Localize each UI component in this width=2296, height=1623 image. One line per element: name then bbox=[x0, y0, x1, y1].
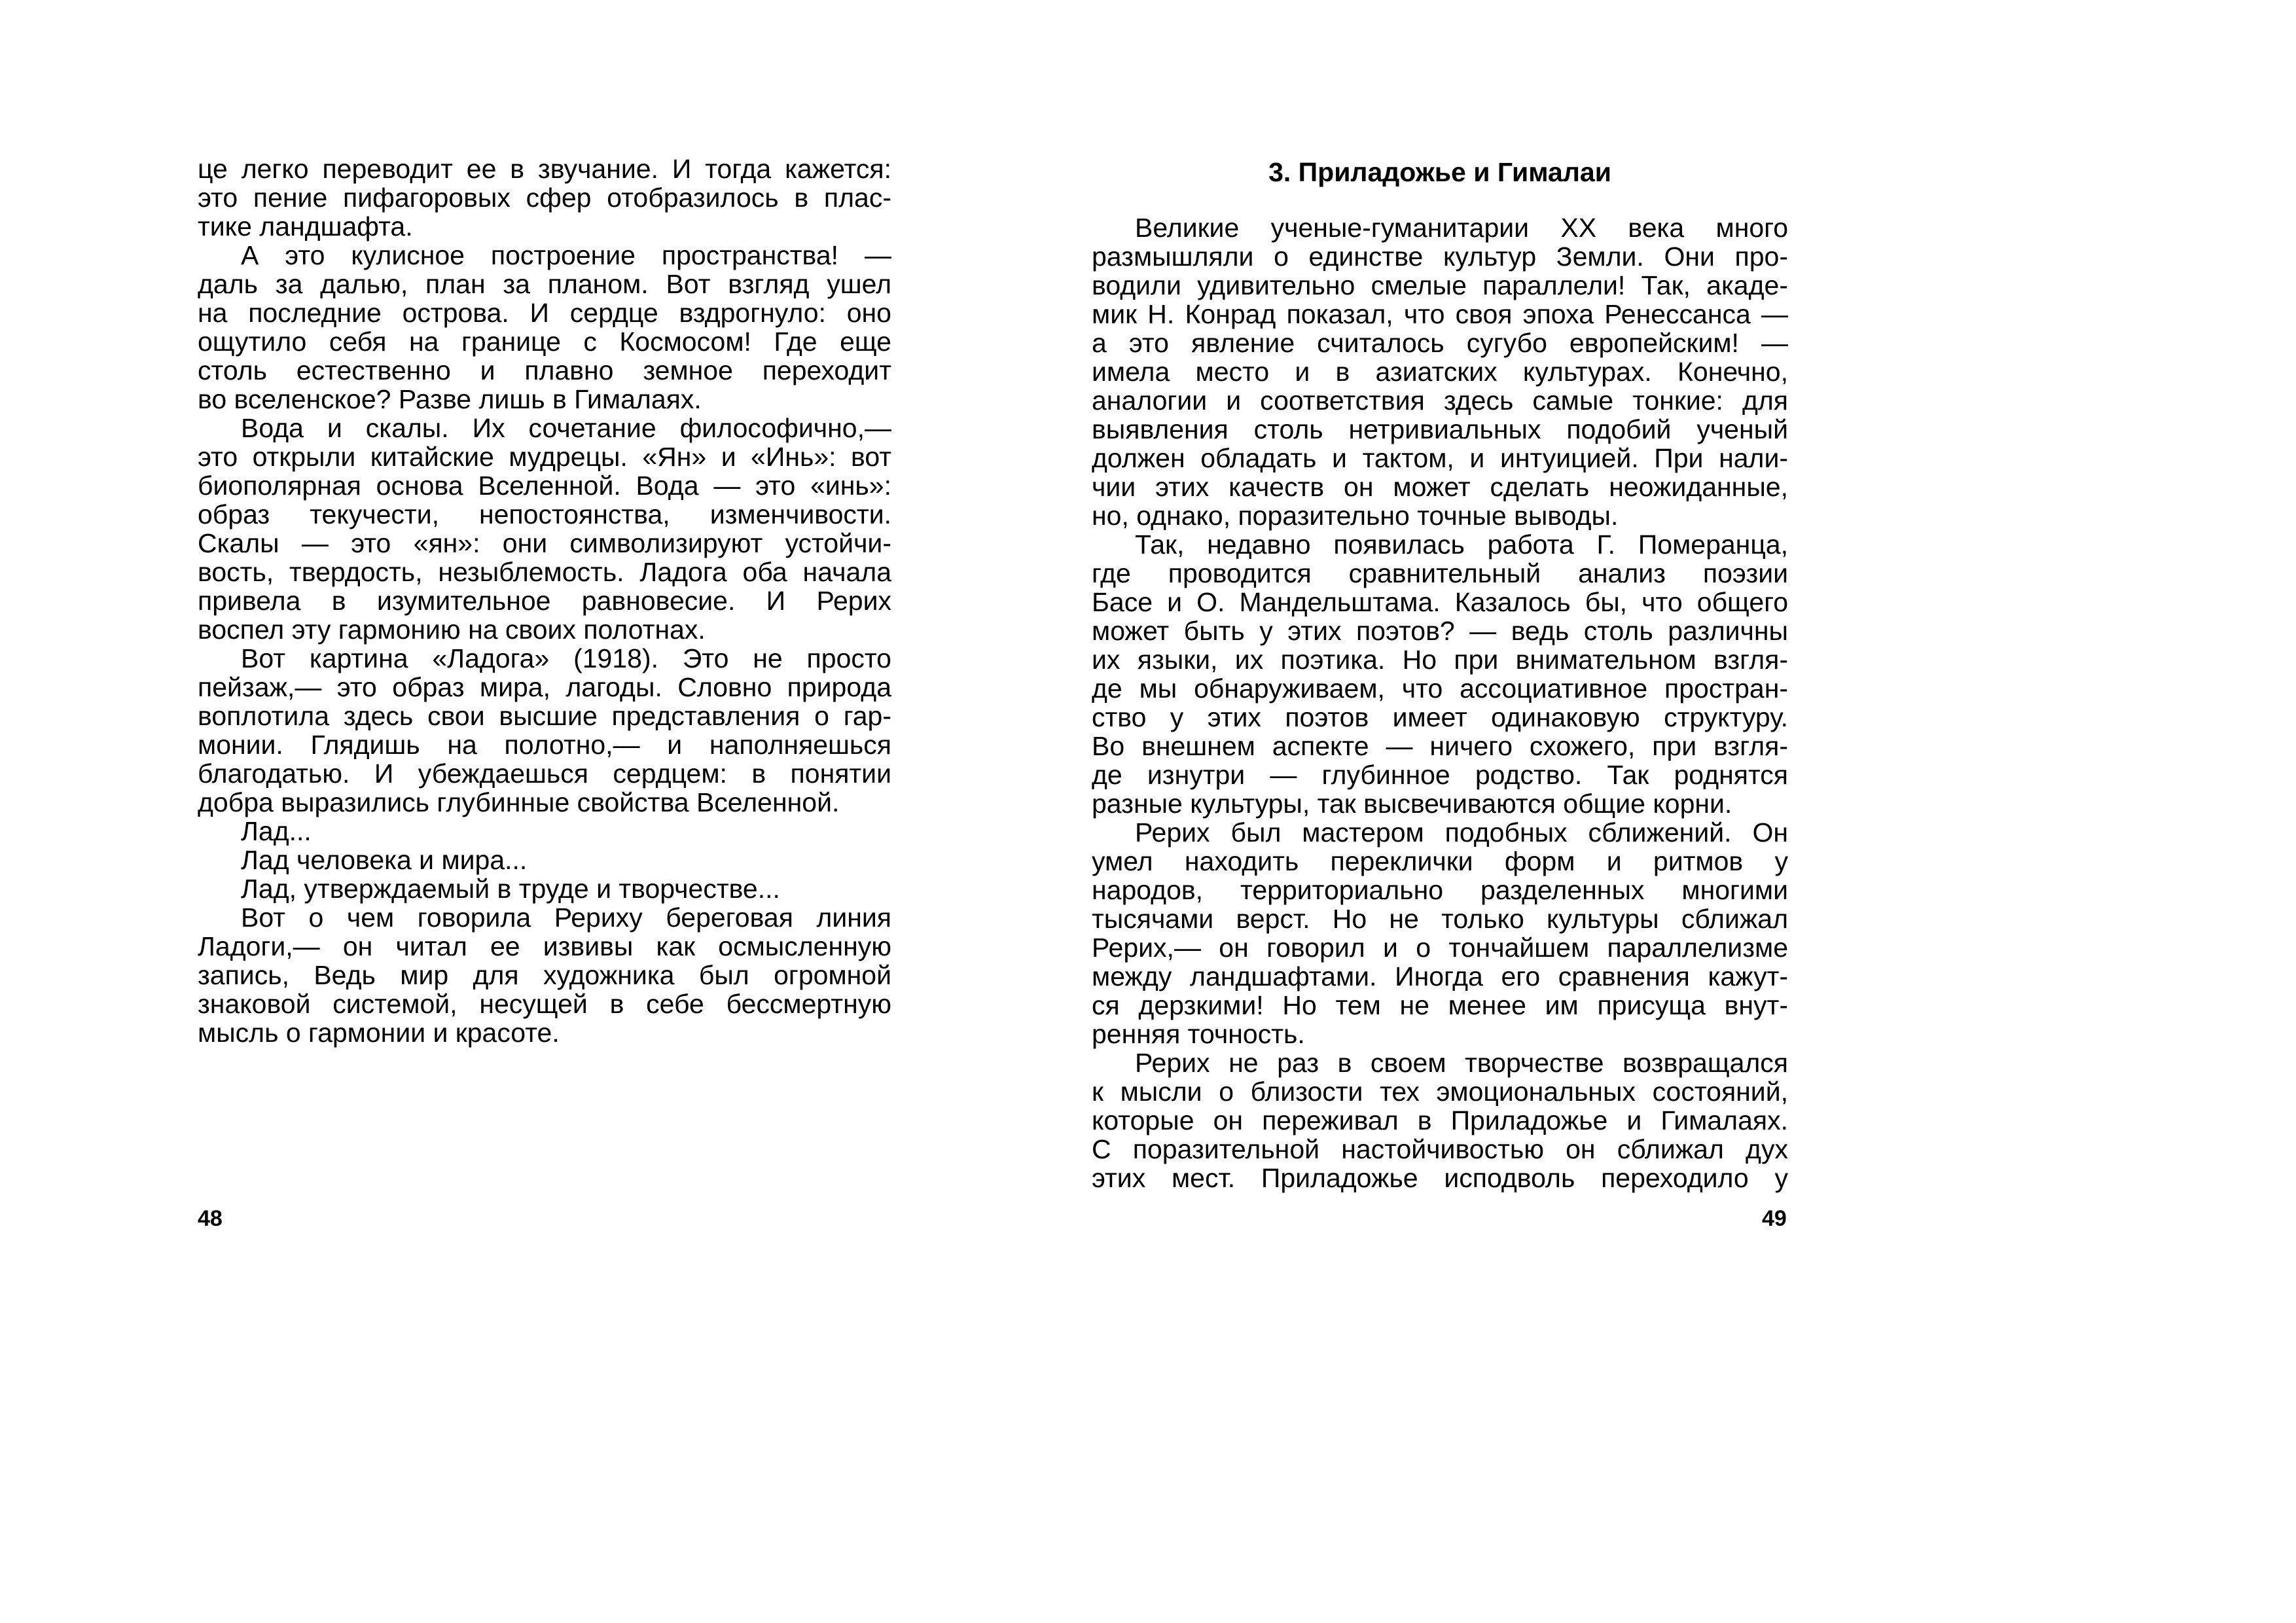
text-line: тике ландшафта. bbox=[198, 211, 413, 241]
text-line: Лад, утверждаемый в труде и творчестве... bbox=[241, 874, 780, 904]
text-line: С поразительной настойчивостью он сближал дух bbox=[1092, 1134, 1788, 1164]
text-line: Так, недавно появилась работа Г. Померанца, bbox=[1135, 529, 1788, 560]
text-line: Рерих был мастером подобных сближений. Он bbox=[1135, 817, 1788, 847]
text-line: чии этих качеств он может сделать неожиданные, bbox=[1092, 472, 1788, 502]
text-line: образ текучести, непостоянства, изменчивости. bbox=[198, 499, 891, 529]
text-line: пейзаж,— это образ мира, лагоды. Словно природа bbox=[198, 672, 891, 702]
text-line: Басе и О. Мандельштама. Казалось бы, что общего bbox=[1092, 587, 1788, 617]
text-line: на последние острова. И сердце вздрогнуло: оно bbox=[198, 298, 891, 328]
chapter-heading: 3. Приладожье и Гималаи bbox=[1268, 157, 1611, 187]
text-line: Во внешнем аспекте — ничего схожего, при взгля- bbox=[1092, 731, 1788, 761]
text-line: де изнутри — глубинное родство. Так роднятся bbox=[1092, 760, 1788, 790]
left-page-text bbox=[198, 154, 891, 1047]
text-line: которые он переживал в Приладожье и Гималаях. bbox=[1092, 1105, 1788, 1135]
text-line: Скалы — это «ян»: они символизируют устойчи- bbox=[198, 528, 891, 558]
text-line: их языки, их поэтика. Но при внимательном взгля- bbox=[1092, 645, 1788, 675]
text-line: мысль о гармонии и красоте. bbox=[198, 1018, 560, 1048]
text-line: ощутило себя на границе с Космосом! Где еще bbox=[198, 327, 891, 357]
text-line: воплотила здесь свои высшие представления о гар- bbox=[198, 701, 891, 731]
page-number-left: 48 bbox=[198, 1206, 223, 1231]
page-number-right: 49 bbox=[1762, 1206, 1787, 1231]
text-line: размышляли о единстве культур Земли. Они про- bbox=[1092, 241, 1788, 272]
text-line: А это кулисное построение пространства! — bbox=[241, 240, 891, 270]
text-line: должен обладать и тактом, и интуицией. При нали- bbox=[1092, 443, 1788, 473]
text-line: монии. Глядишь на полотно,— и наполняешься bbox=[198, 730, 891, 760]
text-line: вость, твердость, незыблемость. Ладога оба начала bbox=[198, 557, 891, 587]
text-line: это пение пифагоровых сфер отобразилось в плас- bbox=[198, 183, 891, 213]
text-line: Вот картина «Ладога» (1918). Это не просто bbox=[241, 643, 891, 673]
text-line: этих мест. Приладожье исподволь переходило у bbox=[1092, 1163, 1788, 1193]
text-line: привела в изумительное равновесие. И Рерих bbox=[198, 586, 891, 616]
text-line: к мысли о близости тех эмоциональных состояний, bbox=[1092, 1077, 1788, 1107]
text-line: мик Н. Конрад показал, что своя эпоха Ренессанса — bbox=[1092, 299, 1788, 329]
text-line: запись, Ведь мир для художника был огромной bbox=[198, 960, 891, 990]
text-line: ся дерзкими! Но тем не менее им присуща внут- bbox=[1092, 990, 1788, 1020]
text-line: ство у этих поэтов имеет одинаковую структуру. bbox=[1092, 702, 1788, 732]
text-line: Ладоги,— он читал ее извивы как осмысленную bbox=[198, 931, 891, 961]
right-page-text bbox=[1092, 213, 1788, 1192]
text-line: добра выразились глубинные свойства Вселенной. bbox=[198, 787, 840, 817]
text-line: между ландшафтами. Иногда его сравнения кажут- bbox=[1092, 961, 1788, 991]
text-line: народов, территориально разделенных многими bbox=[1092, 875, 1788, 905]
text-line: воспел эту гармонию на своих полотнах. bbox=[198, 615, 706, 645]
text-line: но, однако, поразительно точные выводы. bbox=[1092, 501, 1619, 531]
text-line: Рерих не раз в своем творчестве возвращался bbox=[1135, 1048, 1788, 1078]
text-line: знаковой системой, несущей в себе бессмертную bbox=[198, 989, 891, 1019]
text-line: це легко переводит ее в звучание. И тогда кажется: bbox=[198, 154, 891, 184]
text-line: ренняя точность. bbox=[1092, 1019, 1305, 1049]
text-line: столь естественно и плавно земное переходит bbox=[198, 355, 891, 385]
text-line: де мы обнаруживаем, что ассоциативное простран- bbox=[1092, 673, 1788, 704]
text-line: во вселенское? Разве лишь в Гималаях. bbox=[198, 384, 702, 414]
text-line: аналогии и соответствия здесь самые тонкие: для bbox=[1092, 385, 1788, 416]
text-line: тысячами верст. Но не только культуры сближал bbox=[1092, 904, 1788, 934]
text-line: может быть у этих поэтов? — ведь столь различны bbox=[1092, 616, 1788, 646]
text-line: выявления столь нетривиальных подобий ученый bbox=[1092, 414, 1788, 444]
text-line: водили удивительно смелые параллели! Так, акаде- bbox=[1092, 270, 1788, 300]
text-line: умел находить переклички форм и ритмов у bbox=[1092, 846, 1788, 876]
text-line: Великие ученые-гуманитарии XX века много bbox=[1135, 213, 1788, 243]
text-line: Лад человека и мира... bbox=[241, 845, 528, 875]
text-line: а это явление считалось сугубо европейским! — bbox=[1092, 328, 1788, 358]
text-line: даль за далью, план за планом. Вот взгляд ушел bbox=[198, 269, 891, 299]
text-line: Рерих,— он говорил и о тончайшем параллелизме bbox=[1092, 933, 1788, 963]
text-line: это открыли китайские мудрецы. «Ян» и «Инь»: вот bbox=[198, 442, 891, 472]
text-line: Вот о чем говорила Рериху береговая линия bbox=[241, 902, 891, 933]
text-line: где проводится сравнительный анализ поэзии bbox=[1092, 558, 1788, 588]
text-line: имела место и в азиатских культурах. Конечно, bbox=[1092, 357, 1788, 387]
text-line: Лад... bbox=[241, 816, 312, 846]
text-line: Вода и скалы. Их сочетание философично,— bbox=[241, 413, 891, 443]
text-line: разные культуры, так высвечиваются общие корни. bbox=[1092, 789, 1732, 819]
text-line: благодатью. И убеждаешься сердцем: в понятии bbox=[198, 758, 891, 789]
text-line: биополярная основа Вселенной. Вода — это «инь»: bbox=[198, 471, 891, 501]
